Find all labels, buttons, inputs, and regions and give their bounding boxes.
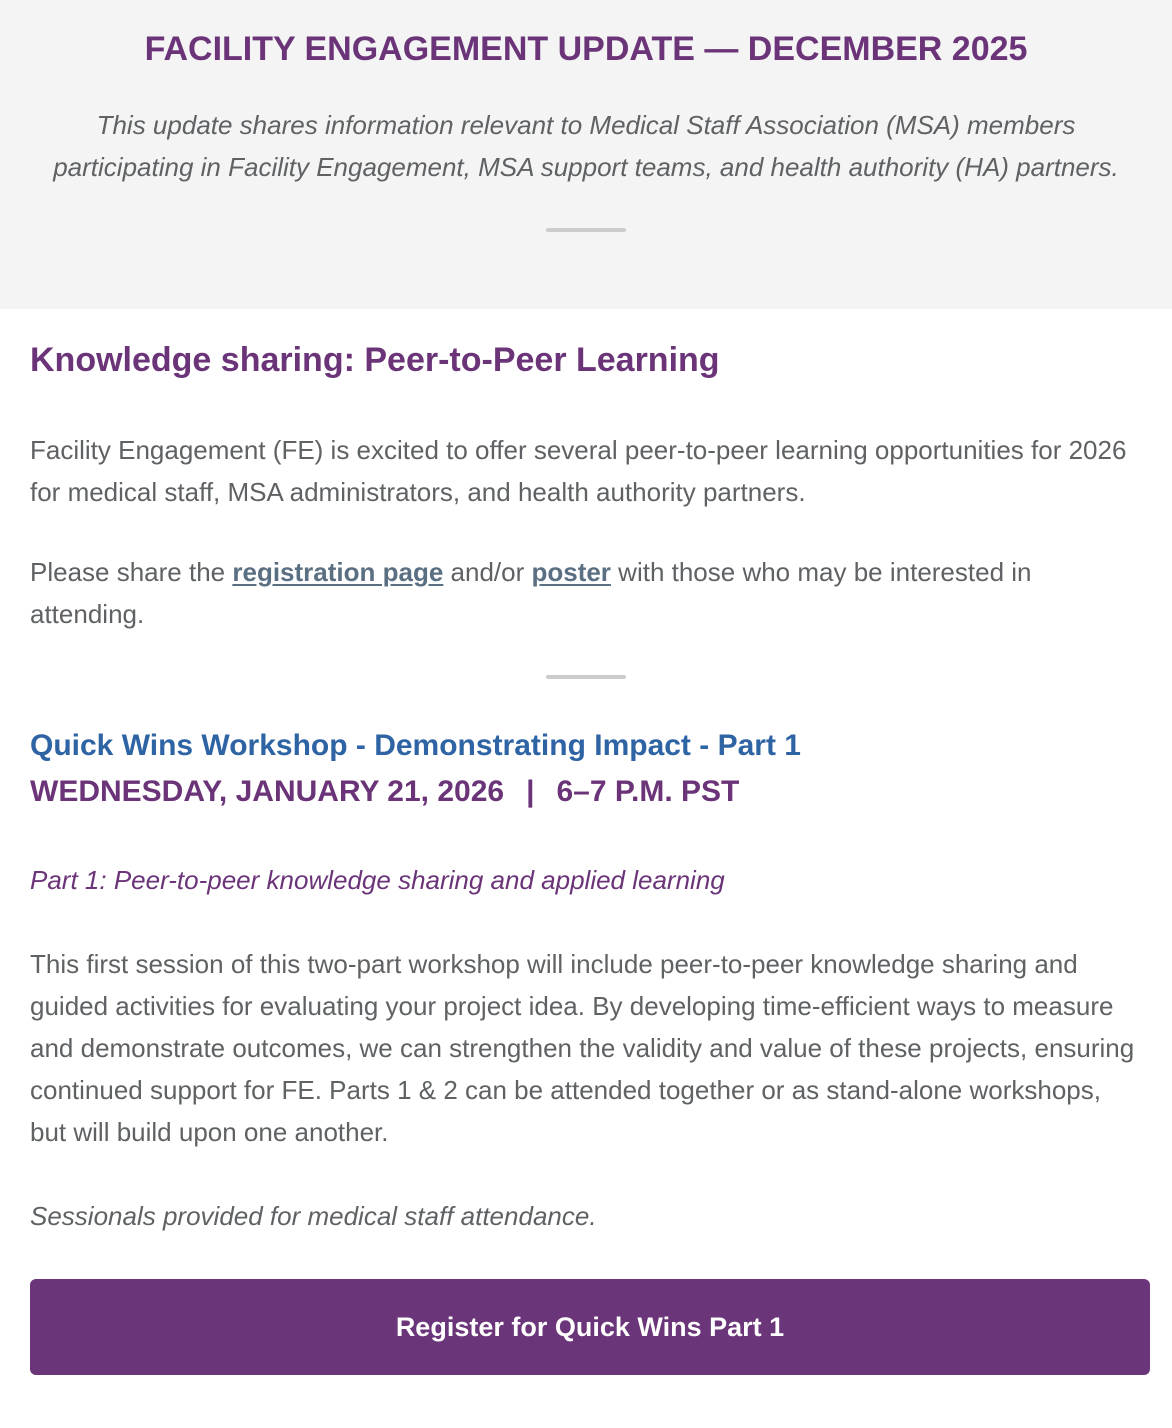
registration-page-link[interactable]: registration page [232,557,444,587]
section-title: Knowledge sharing: Peer-to-Peer Learning [30,341,720,379]
event-part-subtitle: Part 1: Peer-to-peer knowledge sharing and applied learning [30,865,725,895]
share-text-before: Please share the [30,557,233,587]
main-content [0,337,1172,1375]
event-date: WEDNESDAY, JANUARY 21, 2026 [30,775,505,808]
newsletter-intro: This update shares information relevant to Medical Staff Association (MSA) members participating in Facility Engagement, MSA support teams, and health authority (HA) partners. [53,110,1119,182]
newsletter-title: FACILITY ENGAGEMENT UPDATE — DECEMBER 2025 [144,30,1028,68]
section-intro-paragraph: Facility Engagement (FE) is excited to offer several peer-to-peer learning opportunities for 2026 for medical staff, MSA administrators, and health authority partners. [30,435,1127,507]
share-paragraph [30,551,1142,635]
event-title: Quick Wins Workshop - Demonstrating Impact - Part 1 [30,729,801,762]
poster-link[interactable]: poster [531,557,611,587]
register-button[interactable]: Register for Quick Wins Part 1 [30,1279,1150,1375]
header-divider [546,228,626,232]
share-text-middle: and/or [443,557,532,587]
share-text-after: with those who may be interested in attending. [30,557,1032,629]
event-description: This first session of this two-part workshop will include peer-to-peer knowledge sharing and guided activities for evaluating your project idea. By developing time-efficient ways to measure and demonstrate outcomes, we can strengthen the validity and value of these projects, ensuring continued support for FE. Parts 1 & 2 can be attended together or as stand-alone workshops, but will build upon one another. [30,949,1135,1147]
newsletter-header [0,0,1172,309]
sessionals-note: Sessionals provided for medical staff attendance. [30,1201,597,1231]
event-datetime [30,769,1142,815]
section-divider [546,675,626,679]
event-time: 6–7 P.M. PST [556,775,740,808]
event-date-separator: | [526,775,535,808]
